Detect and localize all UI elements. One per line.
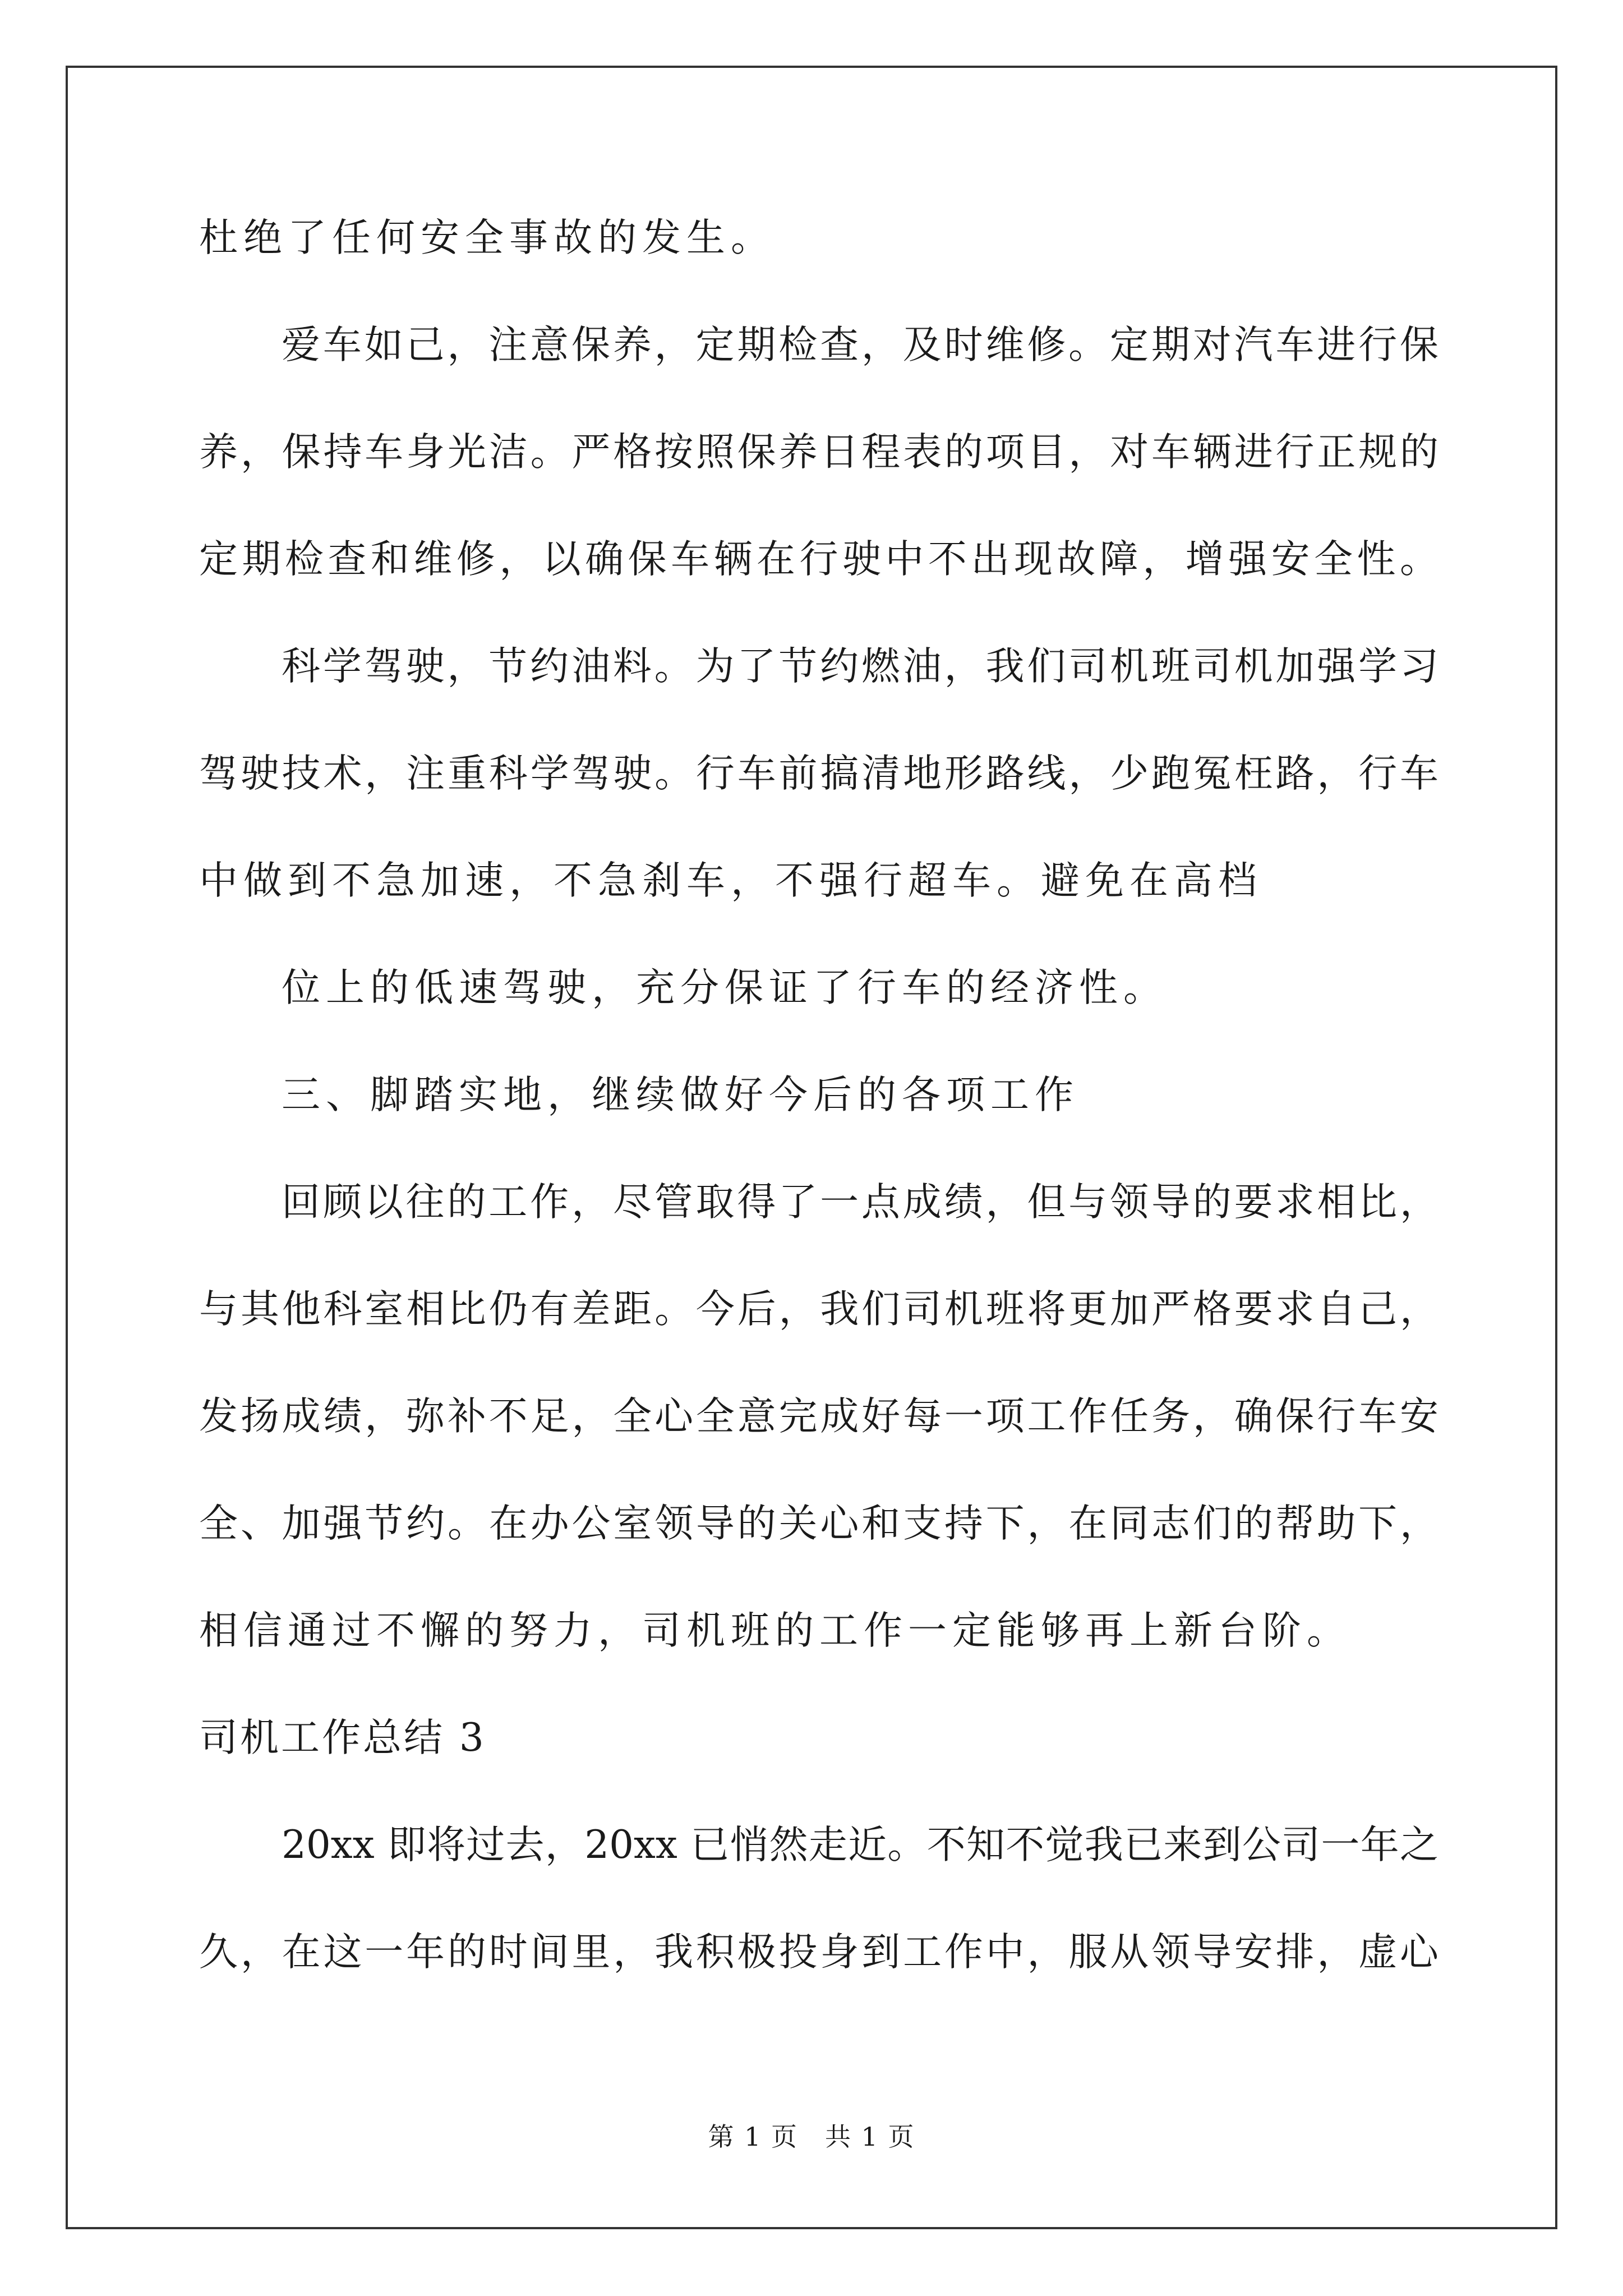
text-line: 科学驾驶，节约油料。为了节约燃油，我们司机班司机加强学习 [282,644,1438,689]
text-line: 中做到不急加速，不急刹车，不强行超车。避免在高档 [199,858,1262,903]
text-line: 回顾以往的工作，尽管取得了一点成绩，但与领导的要求相比， [282,1180,1438,1225]
text-line: 驾驶技术，注重科学驾驶。行车前搞清地形路线，少跑冤枉路，行车 [199,751,1438,796]
text-line: 爱车如己，注意保养，定期检查，及时维修。定期对汽车进行保 [282,323,1438,367]
section-heading: 三、脚踏实地，继续做好今后的各项工作 [282,1073,1079,1117]
text-line: 位上的低速驾驶，充分保证了行车的经济性。 [282,965,1168,1010]
text-line: 全、加强节约。在办公室领导的关心和支持下，在同志们的帮助下， [199,1501,1438,1546]
page-number-footer: 第 1 页 共 1 页 [708,2122,915,2152]
document-body [199,215,1438,2040]
text-line: 久，在这一年的时间里，我积极投身到工作中，服从领导安排，虚心 [199,1930,1438,1975]
text-line: 20xx 即将过去，20xx 已悄然走近。不知不觉我已来到公司一年之 [282,1823,1438,1867]
text-line: 相信通过不懈的努力，司机班的工作一定能够再上新台阶。 [199,1608,1351,1653]
text-line: 养，保持车身光洁。严格按照保养日程表的项目，对车辆进行正规的 [199,430,1438,475]
text-line: 与其他科室相比仍有差距。今后，我们司机班将更加严格要求自己， [199,1287,1438,1332]
text-line: 发扬成绩，弥补不足，全心全意完成好每一项工作任务，确保行车安 [199,1394,1438,1439]
text-line: 杜绝了任何安全事故的发生。 [199,215,775,260]
document-title: 司机工作总结 3 [199,1715,486,1760]
text-line: 定期检查和维修，以确保车辆在行驶中不出现故障，增强安全性。 [199,537,1438,582]
